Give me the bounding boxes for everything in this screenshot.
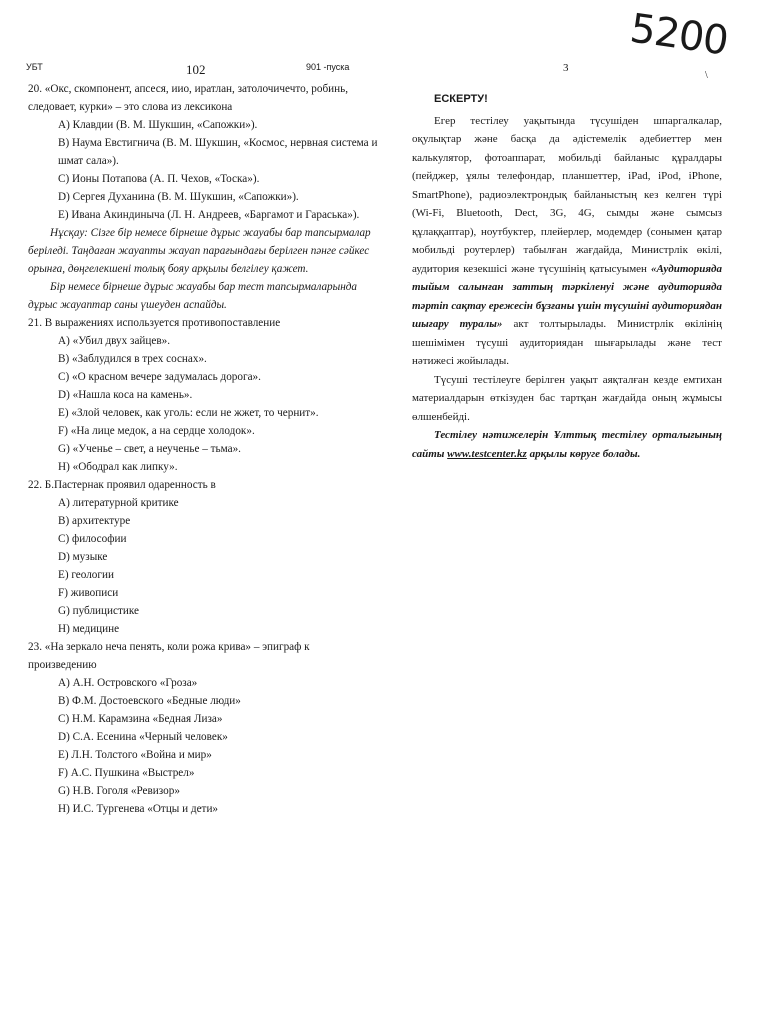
question-number: 20.: [28, 83, 42, 95]
option-a: A) А.Н. Островского «Гроза»: [58, 677, 198, 689]
note-p1-text: Егер тестілеу уақытында түсушіден шпаргалкалар, оқулықтар және басқа да әдістемелік әдебиеттер мен калькулятор, фотоаппарат, мобильді байланыс құралдары (пейджер, ұялы телефондар, планшеттер, iPad, iPod, iPhone, SmartPhone), радиоэлектрондық байланыстың кез келген түрі (Wi-Fi, Bluetooth, Dect, 3G, 4G, сымды және сымсыз құлаққаптар), ноутбуктер, плейерлер, модемдер (сонымен қатар мобильді роутерлер) табылған жағдайда, Министрлік өкілі, аудитория кезекшісі және түсушінің қатысуымен: [412, 114, 722, 275]
left-column: [28, 80, 378, 818]
option-e: E) геологии: [58, 569, 114, 581]
option-h: H) И.С. Тургенева «Отцы и дети»: [58, 803, 219, 815]
option-d: D) музыке: [58, 551, 108, 563]
question-number: 22.: [28, 479, 42, 491]
option-e: E) Л.Н. Толстого «Война и мир»: [58, 749, 212, 761]
option-g: G) публицистике: [58, 605, 139, 617]
option-b: B) Наума Евстигнича (В. М. Шукшин, «Космос, нервная система и шмат сала»).: [58, 137, 378, 167]
question-number: 23.: [28, 641, 42, 653]
header-left-label: УБТ: [26, 62, 43, 72]
note-paragraph-3: [412, 426, 722, 463]
page-number: 102: [186, 62, 206, 77]
option-d: D) С.А. Есенина «Черный человек»: [58, 731, 228, 743]
testcenter-link[interactable]: www.testcenter.kz: [447, 447, 527, 460]
note-p3-end: арқылы көруге болады.: [529, 447, 641, 460]
note-heading: ЕСКЕРТУ!: [434, 93, 488, 105]
question-20: [28, 80, 378, 224]
option-e: E) Ивана Акиндиныча (Л. Н. Андреев, «Баргамот и Гараська»).: [58, 209, 360, 221]
note-paragraph-1: [412, 112, 722, 371]
option-a: A) «Убил двух зайцев».: [58, 335, 171, 347]
note-paragraph-2: Түсуші тестілеуге берілген уақыт аяқталған кезде емтихан материалдарын өткізуден бас тартқан жағдайда оның жұмысы өлшенбейді.: [412, 373, 722, 423]
note-p1-bold: «Аудиторияда тыйым салынған заттың тәркіленуі және аудиторияда тәртіп сақтау ережесін бұзғаны үшін түсушіні аудиториядан шығару туралы»: [412, 262, 723, 330]
option-d: D) Сергея Духанина (В. М. Шукшин, «Сапожки»).: [58, 191, 299, 203]
option-c: C) Ионы Потапова (А. П. Чехов, «Тоска»).: [58, 173, 260, 185]
option-c: C) «О красном вечере задумалась дорога».: [58, 371, 261, 383]
option-f: F) живописи: [58, 587, 119, 599]
question-text: В выражениях используется противопоставление: [44, 317, 281, 329]
option-g: G) Н.В. Гоголя «Ревизор»: [58, 785, 180, 797]
option-f: F) «На лице медок, а на сердце холодок».: [58, 425, 255, 437]
option-h: H) «Ободрал как липку».: [58, 461, 178, 473]
instruction-p1: Нұсқау: Сізге бір немесе бірнеше дұрыс жауабы бар тапсырмалар беріледі. Таңдаған жауапты жауап парағындағы берілген пәнге сәйкес орынға, дөңгелекшені толық бояу арқылы белгілеу қажет.: [28, 227, 371, 275]
question-text: Б.Пастернак проявил одаренность в: [44, 479, 216, 491]
question-22: [28, 476, 378, 638]
option-h: H) медицине: [58, 623, 120, 635]
right-column: [412, 90, 722, 463]
question-text: «Окс, скомпонент, апсеся, иио, иратлан, затолочичечто, робинь, следовает, курки» – это слова из лексикона: [28, 83, 349, 113]
question-title: [28, 476, 378, 494]
question-number: 21.: [28, 317, 42, 329]
option-e: E) «Злой человек, как уголь: если не жжет, то чернит».: [58, 407, 319, 419]
corner-mark: \: [705, 70, 708, 81]
option-d: D) «Нашла коса на камень».: [58, 389, 193, 401]
variant-label: 901 -пуска: [306, 62, 350, 72]
option-g: G) «Ученье – свет, а неученье – тьма».: [58, 443, 241, 455]
handwritten-number: 5200: [627, 5, 731, 65]
note-p3-start: Тестілеу нәтижелерін Ұлттық тестілеу орталығының сайты: [412, 429, 722, 460]
option-c: C) Н.М. Карамзина «Бедная Лиза»: [58, 713, 223, 725]
option-b: B) «Заблудился в трех соснах».: [58, 353, 207, 365]
question-title: [28, 80, 378, 116]
option-f: F) А.С. Пушкина «Выстрел»: [58, 767, 195, 779]
question-title: [28, 314, 378, 332]
option-a: A) литературной критике: [58, 497, 179, 509]
right-page-number: 3: [563, 62, 569, 74]
option-c: C) философии: [58, 533, 127, 545]
option-a: A) Клавдии (В. М. Шукшин, «Сапожки»).: [58, 119, 258, 131]
question-23: [28, 638, 378, 818]
question-text: «На зеркало неча пенять, коли рожа крива» – эпиграф к произведению: [28, 641, 310, 671]
instruction-p2: Бір немесе бірнеше дұрыс жауабы бар тест тапсырмаларында дұрыс жауаптар саны үшеуден аспайды.: [28, 281, 358, 311]
question-21: [28, 314, 378, 476]
option-b: B) Ф.М. Достоевского «Бедные люди»: [58, 695, 241, 707]
note-p1-end: акт толтырылады. Министрлік өкілінің шешімімен түсуші аудиториядан шығарылады және тест нәтижесі жойылады.: [412, 318, 722, 367]
instruction-block: [28, 224, 378, 314]
question-title: [28, 638, 378, 674]
option-b: B) архитектуре: [58, 515, 131, 527]
